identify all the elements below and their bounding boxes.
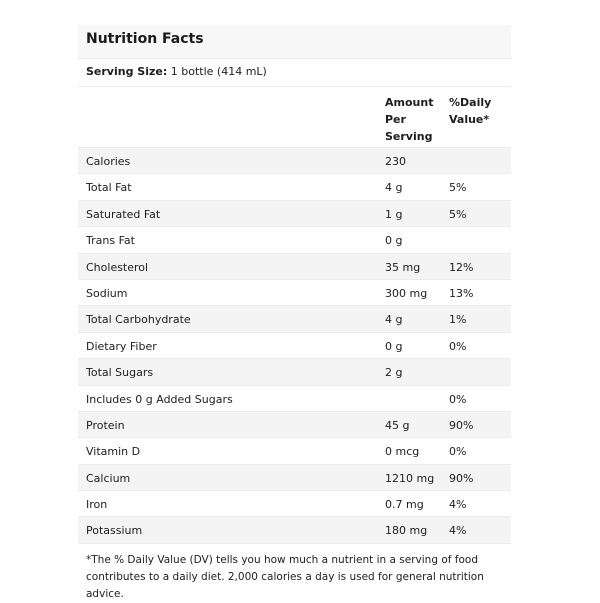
nutrient-name: Protein	[86, 418, 125, 432]
nutrient-name: Iron	[86, 498, 108, 512]
serving-size-value: 1 bottle (414 mL)	[170, 65, 267, 78]
table-row	[78, 411, 511, 437]
nutrient-name: Total Sugars	[86, 366, 154, 380]
nutrient-name: Sodium	[86, 286, 128, 300]
table-title: Nutrition Facts	[86, 31, 204, 47]
nutrient-daily-value: 12%	[449, 260, 474, 274]
table-row	[78, 358, 511, 384]
nutrient-daily-value: 0%	[449, 339, 467, 353]
nutrient-amount: 1 g	[385, 207, 403, 221]
nutrient-name: Total Fat	[86, 181, 132, 195]
nutrient-amount: 4 g	[385, 181, 403, 195]
nutrient-amount: 1210 mg	[385, 471, 435, 485]
nutrient-daily-value: 5%	[449, 207, 467, 221]
table-row	[78, 437, 511, 463]
table-row	[78, 385, 511, 411]
nutrient-daily-value: 0%	[449, 392, 467, 406]
nutrient-daily-value: 90%	[449, 471, 474, 485]
serving-size-row	[78, 58, 511, 86]
nutrient-daily-value: 13%	[449, 286, 474, 300]
nutrient-daily-value: 90%	[449, 418, 474, 432]
nutrient-amount: 35 mg	[385, 260, 421, 274]
daily-value-footnote: *The % Daily Value (DV) tells you how much a nutrient in a serving of food contributes to a daily diet. 2,000 calories a day is used for general nutrition advice.	[78, 543, 511, 603]
table-row	[78, 332, 511, 358]
table-row	[78, 464, 511, 490]
nutrient-name: Dietary Fiber	[86, 339, 157, 353]
nutrient-name: Saturated Fat	[86, 207, 161, 221]
nutrient-name: Cholesterol	[86, 260, 149, 274]
table-row	[78, 226, 511, 252]
nutrient-name: Potassium	[86, 524, 143, 538]
table-row	[78, 173, 511, 199]
nutrient-daily-value: 5%	[449, 181, 467, 195]
table-row	[78, 200, 511, 226]
nutrient-amount: 4 g	[385, 313, 403, 327]
nutrient-name: Vitamin D	[86, 445, 141, 459]
table-row	[78, 490, 511, 516]
nutrient-name: Includes 0 g Added Sugars	[86, 392, 233, 406]
nutrient-name: Trans Fat	[86, 234, 135, 248]
nutrient-rows	[78, 147, 511, 543]
table-row	[78, 147, 511, 173]
nutrient-daily-value: 4%	[449, 498, 467, 512]
nutrient-amount: 0.7 mg	[385, 498, 424, 512]
table-row	[78, 253, 511, 279]
nutrient-amount: 0 mcg	[385, 445, 420, 459]
nutrient-name: Calories	[86, 155, 131, 168]
serving-size-label: Serving Size:	[86, 65, 168, 78]
nutrition-facts-table	[78, 25, 511, 600]
table-row	[78, 516, 511, 542]
column-header-row	[78, 86, 511, 147]
nutrient-amount: 0 g	[385, 339, 403, 353]
nutrient-daily-value: 0%	[449, 445, 467, 459]
nutrient-name: Total Carbohydrate	[86, 313, 191, 327]
nutrient-daily-value: 1%	[449, 313, 467, 327]
amount-per-serving-header: Amount Per Serving	[385, 96, 434, 143]
nutrient-name: Calcium	[86, 471, 131, 485]
nutrient-amount: 230	[385, 155, 406, 168]
table-row	[78, 305, 511, 331]
nutrient-amount: 45 g	[385, 418, 410, 432]
table-row	[78, 279, 511, 305]
nutrient-amount: 180 mg	[385, 524, 428, 538]
daily-value-header: %Daily Value*	[449, 96, 492, 126]
nutrient-amount: 0 g	[385, 234, 403, 248]
nutrient-amount: 2 g	[385, 366, 403, 380]
nutrient-amount: 300 mg	[385, 286, 428, 300]
nutrient-daily-value: 4%	[449, 524, 467, 538]
